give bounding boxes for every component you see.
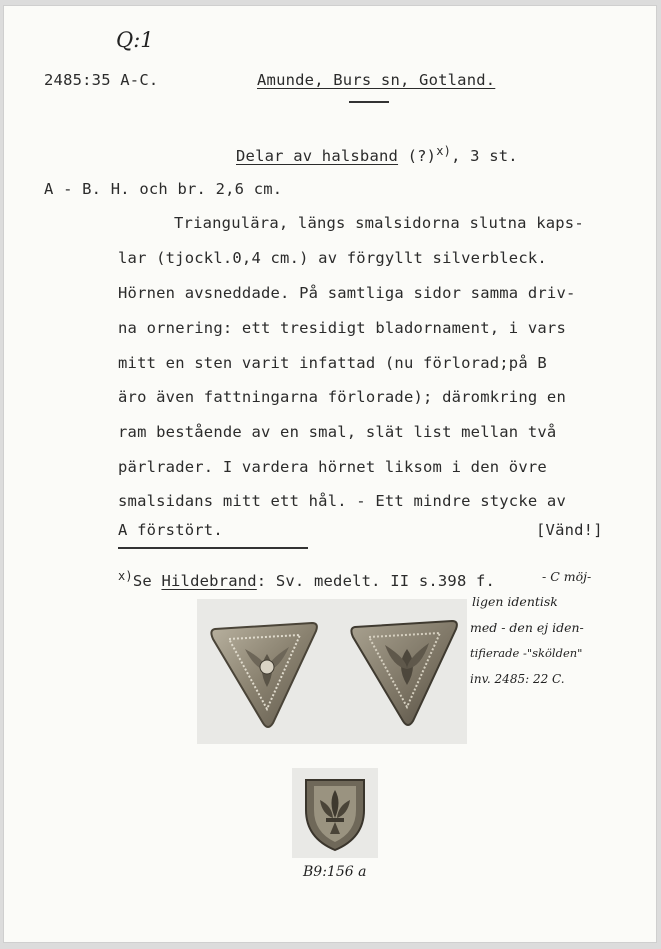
dimensions: A - B. H. och br. 2,6 cm.: [44, 180, 283, 198]
object-title-qualifier: (?): [407, 147, 437, 166]
description-line-3: Hörnen avsneddade. På samtliga sidor samma driv-: [118, 284, 576, 302]
location-underline: [349, 101, 389, 103]
description-line-8: pärlrader. I vardera hörnet liksom i den övre: [118, 458, 547, 476]
handwritten-note-line-1: - C möj-: [542, 569, 592, 584]
description-line-5: mitt en sten varit infattad (nu förlorad;på B: [118, 354, 547, 372]
handwritten-note-line-2: ligen identisk: [472, 594, 558, 609]
footnote-author: Hildebrand: [161, 572, 257, 591]
handwritten-note-line-3: med - den ej iden-: [470, 620, 584, 635]
footnote: [118, 569, 495, 590]
pendant-a-image: [211, 623, 317, 727]
description-line-7: ram bestående av en smal, slät list mellan två: [118, 423, 557, 441]
photo-caption: B9:156 a: [303, 864, 367, 880]
handwritten-note-line-4: tifierade -"skölden": [470, 646, 583, 660]
description-line-1: Triangulära, längs smalsidorna slutna kaps-: [174, 214, 584, 232]
find-location: Amunde, Burs sn, Gotland.: [257, 71, 496, 89]
shield-photo: [292, 768, 378, 858]
description-line-2: lar (tjockl.0,4 cm.) av förgyllt silverbleck.: [118, 249, 547, 267]
turn-over-note: [Vänd!]: [536, 521, 603, 539]
object-title-footnote-mark: x): [436, 144, 452, 158]
description-line-4: na ornering: ett tresidigt bladornament, i vars: [118, 319, 566, 337]
catalogue-card: [4, 6, 656, 942]
footnote-mark: x): [118, 569, 133, 583]
description-last-line: A förstört.: [118, 521, 223, 539]
inventory-number: 2485:35 A-C.: [44, 71, 159, 89]
description-line-9: smalsidans mitt ett hål. - Ett mindre stycke av: [118, 492, 566, 510]
description-line-6: äro även fattningarna förlorade); däromkring en: [118, 388, 566, 406]
footnote-prefix: Se: [132, 572, 162, 591]
object-title: [236, 144, 518, 165]
object-count: , 3 st.: [451, 147, 518, 166]
footnote-separator: [118, 547, 308, 549]
handwritten-reference: Q:1: [116, 28, 154, 52]
pendant-b-image: [351, 621, 457, 725]
object-title-label: Delar av halsband: [236, 147, 399, 166]
footnote-reference: : Sv. medelt. II s.398 f.: [256, 572, 496, 591]
handwritten-note-line-5: inv. 2485: 22 C.: [470, 672, 565, 686]
pendants-photo: [197, 599, 467, 744]
